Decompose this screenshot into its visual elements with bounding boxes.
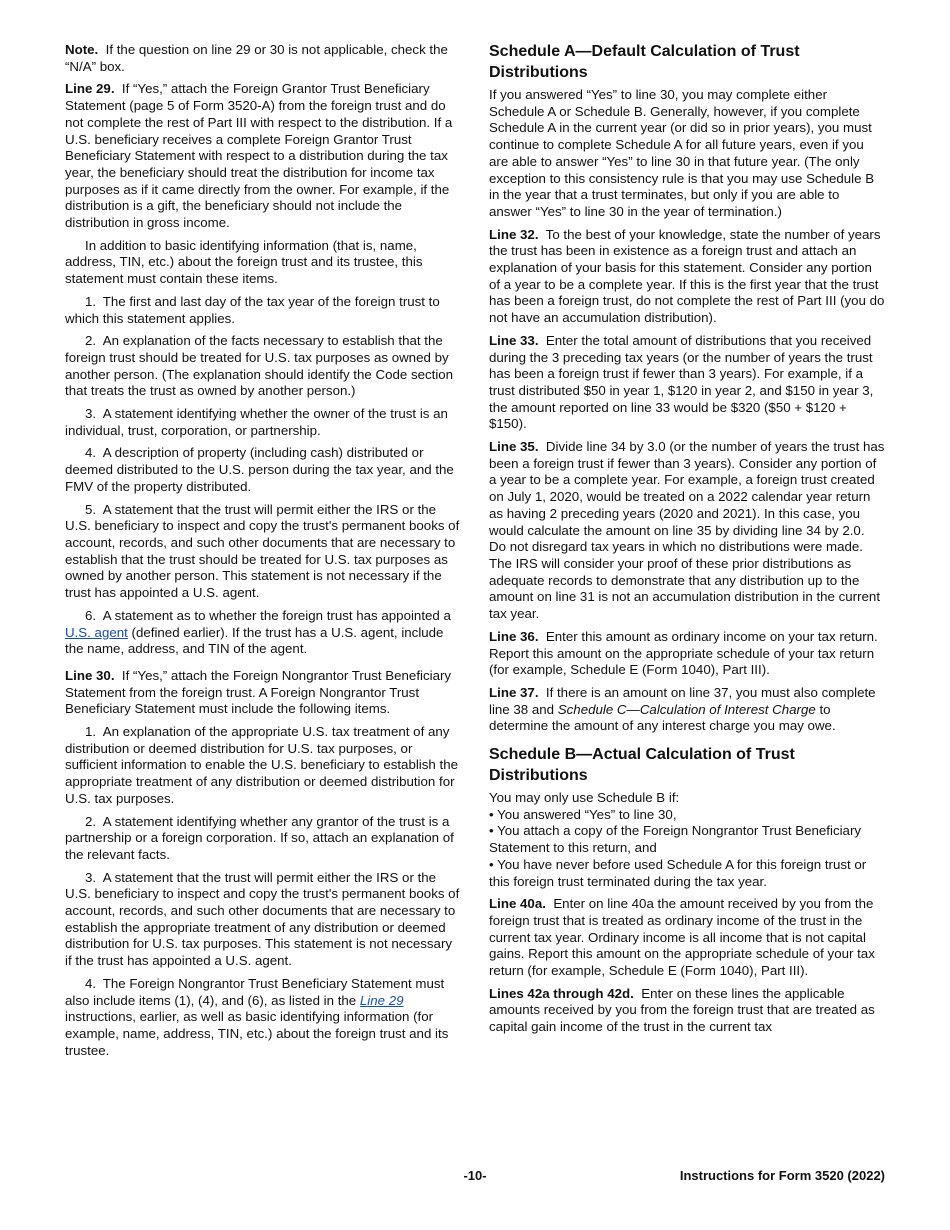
line-30-item-3: 3. A statement that the trust will permit either the IRS or the U.S. beneficiary to inspect and copy the trust's permanent books of account, records, and such other documents that are necessary to establish the appropriate treatment of any distribution or deemed distribution for U.S. tax purposes. This statement is not necessary if the trust has appointed a U.S. agent. <box>65 869 460 969</box>
schedule-a-heading: Schedule A—Default Calculation of Trust Distributions <box>489 43 800 81</box>
page-number: -10- <box>463 1168 487 1183</box>
line-30-paragraph: Line 30. If “Yes,” attach the Foreign Nongrantor Trust Beneficiary Statement from the foreign trust. A Foreign Nongrantor Trust Beneficiary Statement must include the following items. <box>65 667 452 717</box>
lines-42a-42d-paragraph: Lines 42a through 42d. Enter on these lines the applicable amounts received by you from the foreign trust that are treated as capital gain income of the trust in the current tax <box>489 985 875 1035</box>
bullet-icon: • <box>489 856 494 872</box>
schedule-b-conditions <box>489 790 885 890</box>
line-30-item-2: 2. A statement identifying whether any grantor of the trust is a partnership or a foreign corporation. If so, attach an explanation of the relevant facts. <box>65 813 454 862</box>
line-35-paragraph: Line 35. Divide line 34 by 3.0 (or the number of years the trust has been a foreign trust if fewer than 3 years). Consider any portion of a year to be a complete year. For example, a foreign trust created on July 1, 2020, would be treated on a 2022 calendar year return as having 2 preceding years (2020 and 2021). In this case, you would calculate the amount on line 35 by dividing line 34 by 2.0. Do not disregard tax years in which no distributions were made. The IRS will consider your proof of these prior distributions as adequate records to demonstrate that any distribution up to the amount on line 31 is not an accumulation distribution in the current tax year. <box>489 439 885 622</box>
line-29-item-4: 4. A description of property (including cash) distributed or deemed distributed to the U.S. person during the tax year, and the FMV of the property distributed. <box>65 445 454 494</box>
line-29-intro: In addition to basic identifying information (that is, name, address, TIN, etc.) about the foreign trust and its trustee, this statement must contain these items. <box>65 237 423 287</box>
schedule-b-heading: Schedule B—Actual Calculation of Trust Distributions <box>489 746 795 784</box>
line-29-item-2: 2. An explanation of the facts necessary to establish that the foreign trust should be treated for U.S. tax purposes as owned by another person. (The explanation should identify the Code section that treats the trust as owned by another person.) <box>65 333 454 399</box>
schedule-b-bullet: • You have never before used Schedule A for this foreign trust or this foreign trust terminated during the tax year. <box>489 856 867 889</box>
right-column <box>489 42 885 1042</box>
bullet-icon: • <box>489 823 494 839</box>
schedule-a-intro: If you answered “Yes” to line 30, you may complete either Schedule A or Schedule B. Generally, however, if you complete Schedule A in the current year (or did so in prior years), you must continue to complete Schedule A for all future years, even if you are able to answer “Yes” to line 30 in that future year. (The only exception to this consistency rule is that you may use Schedule B in the year that a trust terminates, but only if you are able to answer “Yes” to line 30 in the year of termination.) <box>489 87 875 219</box>
schedule-b-intro: You may only use Schedule B if: <box>489 790 680 806</box>
line-30-item-4: 4. The Foreign Nongrantor Trust Beneficiary Statement must also include items (1), (4), and (6), as listed in the Line 29 instructions, earlier, as well as basic identifying information (for example, name, address, TIN, etc.) about the foreign trust and its trustee. <box>65 975 449 1058</box>
line-40a-paragraph: Line 40a. Enter on line 40a the amount received by you from the foreign trust that is treated as ordinary income of the trust in the current tax year. Ordinary income is all income that is not capital gains. Report this amount on the appropriate schedule of your tax return (for example, Schedule E (Form 1040), Part III). <box>489 896 875 979</box>
line-29-link[interactable]: Line 29 <box>359 992 404 1008</box>
line-29-item-1: 1. The first and last day of the tax year of the foreign trust to which this statement applies. <box>65 293 440 326</box>
line-37-paragraph: Line 37. If there is an amount on line 37, you must also complete line 38 and Schedule C—Calculation of Interest Charge to determine the amount of any interest charge you may owe. <box>489 684 876 734</box>
us-agent-link[interactable]: U.S. agent <box>65 624 128 640</box>
document-title: Instructions for Form 3520 (2022) <box>679 1168 885 1183</box>
line-29-item-6: 6. A statement as to whether the foreign trust has appointed a U.S. agent (defined earlier). If the trust has a U.S. agent, include the name, address, and TIN of the agent. <box>65 607 451 657</box>
page-footer <box>65 1168 885 1186</box>
schedule-b-bullet: • You attach a copy of the Foreign Nongrantor Trust Beneficiary Statement to this return, and <box>489 823 862 856</box>
schedule-b-bullet: • You answered “Yes” to line 30, <box>489 806 677 822</box>
line-30-item-1: 1. An explanation of the appropriate U.S. tax treatment of any distribution or deemed distribution for U.S. tax purposes, or sufficient information to enable the U.S. beneficiary to establish the appropriate treatment of any distribution or deemed distribution for U.S. tax purposes. <box>65 724 458 806</box>
line-29-paragraph: Line 29. If “Yes,” attach the Foreign Grantor Trust Beneficiary Statement (page 5 of Form 3520-A) from the foreign trust and do not complete the rest of Part III with respect to the distribution. If a U.S. beneficiary receives a complete Foreign Grantor Trust Beneficiary Statement with respect to a distribution during the tax year, the beneficiary should treat the distribution for income tax purposes as if it came directly from the owner. For example, if the distribution is a gift, the beneficiary should not include the distribution in gross income. <box>65 81 453 231</box>
line-29-item-3: 3. A statement identifying whether the owner of the trust is an individual, trust, corporation, or partnership. <box>65 406 448 438</box>
bullet-icon: • <box>489 806 494 822</box>
line-33-paragraph: Line 33. Enter the total amount of distributions that you received during the 3 preceding tax years (or the number of years the trust has been a foreign trust if fewer than 3 years). For example, if a trust distributed $50 in year 1, $120 in year 2, and $150 in year 3, the amount reported on line 33 would be $320 ($50 + $120 + $150). <box>489 332 874 432</box>
line-29-item-5: 5. A statement that the trust will permit either the IRS or the U.S. beneficiary to inspect and copy the trust's permanent books of account, records, and such other documents that are necessary to establish that the trust should be treated for U.S. tax purposes as owned by another person. This statement is not necessary if the trust has appointed a U.S. agent. <box>65 501 460 601</box>
note-paragraph: Note. If the question on line 29 or 30 is not applicable, check the “N/A” box. <box>65 42 448 74</box>
line-32-paragraph: Line 32. To the best of your knowledge, state the number of years the trust has been in existence as a foreign trust and attach an explanation of your basis for this statement. Consider any portion of a year to be a complete year. If this is the first year that the trust has been a foreign trust, do not complete the rest of Part III (you do not have an accumulation distribution). <box>489 226 885 326</box>
line-36-paragraph: Line 36. Enter this amount as ordinary income on your tax return. Report this amount on the appropriate schedule of your tax return (for example, Schedule E (Form 1040), Part III). <box>489 628 878 678</box>
left-column <box>65 42 461 1065</box>
